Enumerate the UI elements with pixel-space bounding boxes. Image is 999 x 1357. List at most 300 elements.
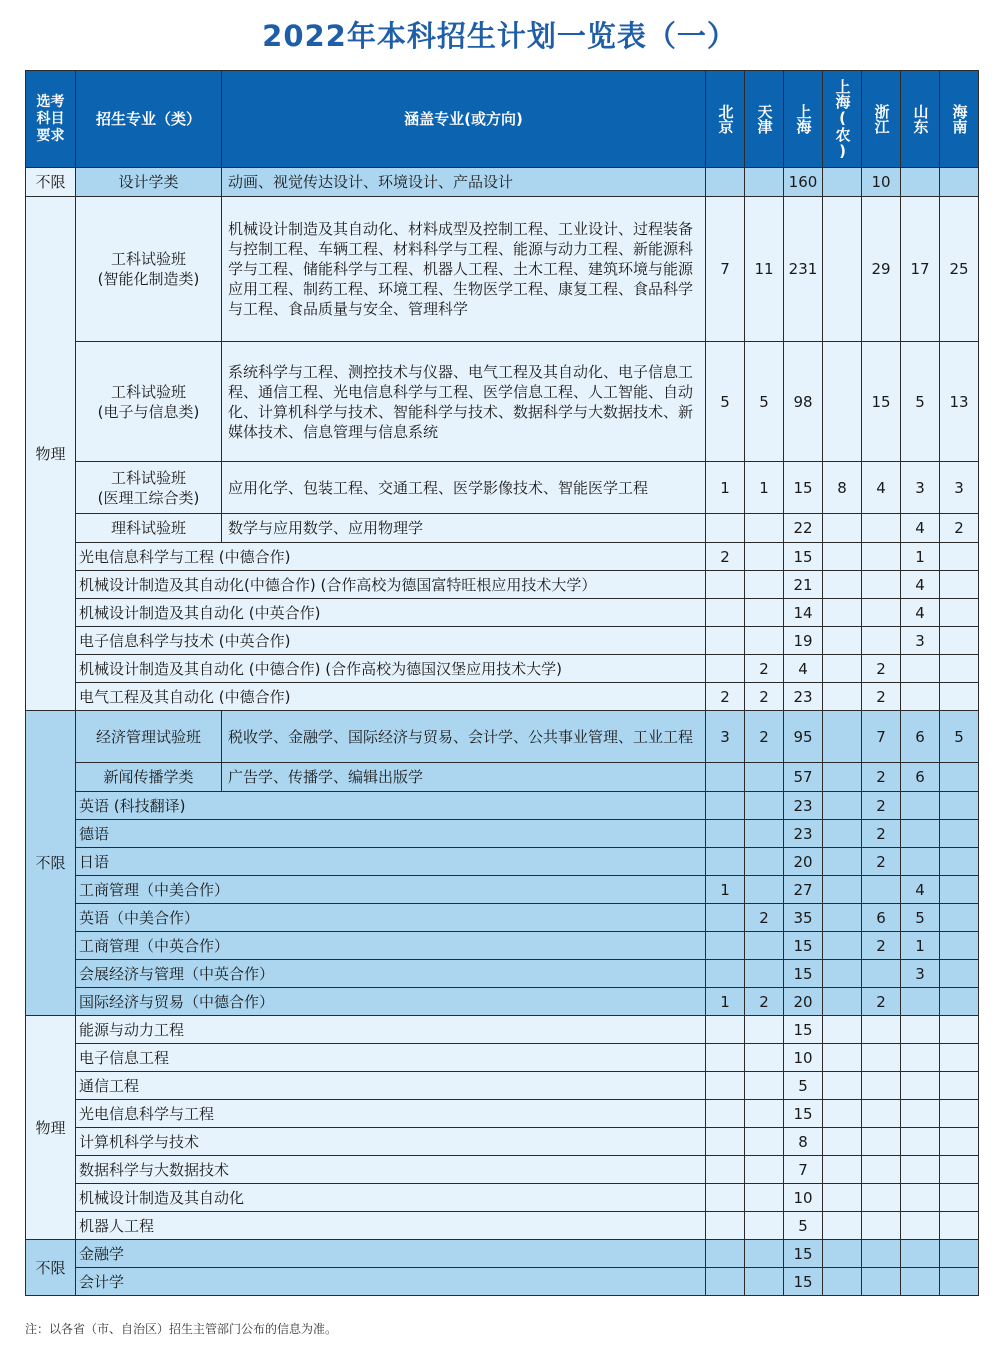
quota-cell-hn (940, 543, 979, 571)
quota-cell-shn (823, 1016, 862, 1044)
major-cell: 光电信息科学与工程 (中德合作) (76, 543, 706, 571)
quota-cell-zj (862, 1212, 901, 1240)
table-row (26, 462, 979, 514)
quota-cell-tj: 11 (745, 197, 784, 342)
quota-cell-tj (745, 571, 784, 599)
quota-cell-hn (940, 1268, 979, 1296)
quota-cell-sd (901, 848, 940, 876)
quota-cell-sh: 14 (784, 599, 823, 627)
quota-cell-sh: 5 (784, 1072, 823, 1100)
major-cell: 日语 (76, 848, 706, 876)
quota-cell-sh: 22 (784, 514, 823, 543)
quota-cell-zj: 2 (862, 655, 901, 683)
quota-cell-hn (940, 848, 979, 876)
table-row (26, 711, 979, 763)
table-row (26, 1240, 979, 1268)
quota-cell-shn (823, 988, 862, 1016)
quota-cell-hn (940, 1128, 979, 1156)
quota-cell-hn (940, 1212, 979, 1240)
quota-cell-sh: 15 (784, 1240, 823, 1268)
quota-cell-bj (706, 627, 745, 655)
quota-cell-zj: 4 (862, 462, 901, 514)
header-shanghai: 上海 (784, 71, 823, 168)
quota-cell-tj (745, 763, 784, 792)
quota-cell-bj (706, 514, 745, 543)
quota-cell-sd (901, 683, 940, 711)
quota-cell-shn (823, 571, 862, 599)
quota-cell-zj: 29 (862, 197, 901, 342)
quota-cell-hn (940, 988, 979, 1016)
quota-cell-sd (901, 1212, 940, 1240)
quota-cell-sh: 7 (784, 1156, 823, 1184)
quota-cell-zj: 2 (862, 848, 901, 876)
quota-cell-bj: 5 (706, 342, 745, 462)
requirement-cell: 物理 (26, 1016, 76, 1240)
quota-cell-shn (823, 168, 862, 197)
table-row (26, 960, 979, 988)
table-row (26, 1184, 979, 1212)
major-cell: 机器人工程 (76, 1212, 706, 1240)
requirement-cell: 物理 (26, 197, 76, 711)
quota-cell-tj: 2 (745, 711, 784, 763)
quota-cell-bj (706, 655, 745, 683)
table-row (26, 514, 979, 543)
table-row (26, 763, 979, 792)
quota-cell-zj (862, 1016, 901, 1044)
quota-cell-sd: 4 (901, 599, 940, 627)
table-row (26, 168, 979, 197)
quota-cell-sh: 21 (784, 571, 823, 599)
major-cell: 电气工程及其自动化 (中德合作) (76, 683, 706, 711)
quota-cell-bj (706, 960, 745, 988)
table-row (26, 683, 979, 711)
table-row (26, 876, 979, 904)
major-cell: 理科试验班 (76, 514, 222, 543)
quota-cell-shn (823, 1268, 862, 1296)
quota-cell-shn (823, 904, 862, 932)
quota-cell-zj: 2 (862, 683, 901, 711)
quota-cell-tj (745, 960, 784, 988)
quota-cell-sh: 57 (784, 763, 823, 792)
major-cell: 机械设计制造及其自动化 (中英合作) (76, 599, 706, 627)
quota-cell-sh: 15 (784, 1100, 823, 1128)
table-row (26, 904, 979, 932)
quota-cell-sd (901, 792, 940, 820)
major-cell: 会计学 (76, 1268, 706, 1296)
quota-cell-tj: 1 (745, 462, 784, 514)
quota-cell-bj (706, 1268, 745, 1296)
quota-cell-zj: 6 (862, 904, 901, 932)
quota-cell-zj (862, 514, 901, 543)
quota-cell-sd: 1 (901, 932, 940, 960)
quota-cell-sd: 5 (901, 904, 940, 932)
quota-cell-shn (823, 792, 862, 820)
quota-cell-sd (901, 1268, 940, 1296)
quota-cell-shn (823, 197, 862, 342)
quota-cell-shn (823, 1100, 862, 1128)
table-row (26, 1016, 979, 1044)
quota-cell-zj (862, 1268, 901, 1296)
quota-cell-zj (862, 1044, 901, 1072)
major-cell: 设计学类 (76, 168, 222, 197)
quota-cell-tj: 2 (745, 988, 784, 1016)
quota-cell-tj (745, 627, 784, 655)
header-tianjin: 天津 (745, 71, 784, 168)
major-cell: 通信工程 (76, 1072, 706, 1100)
quota-cell-bj: 1 (706, 988, 745, 1016)
header-hainan: 海南 (940, 71, 979, 168)
major-cell: 电子信息科学与技术 (中英合作) (76, 627, 706, 655)
quota-cell-bj: 2 (706, 683, 745, 711)
quota-cell-tj (745, 876, 784, 904)
table-row (26, 655, 979, 683)
quota-cell-hn (940, 820, 979, 848)
quota-cell-sd (901, 1100, 940, 1128)
quota-cell-zj: 2 (862, 792, 901, 820)
quota-cell-sh: 19 (784, 627, 823, 655)
quota-cell-shn (823, 1128, 862, 1156)
footnote: 注：以各省（市、自治区）招生主管部门公布的信息为准。 (25, 1322, 338, 1336)
coverage-cell: 动画、视觉传达设计、环境设计、产品设计 (222, 168, 706, 197)
quota-cell-sd (901, 1044, 940, 1072)
quota-cell-sd: 4 (901, 514, 940, 543)
quota-cell-bj (706, 1044, 745, 1072)
quota-cell-hn (940, 1100, 979, 1128)
quota-cell-sd: 4 (901, 876, 940, 904)
quota-cell-sd (901, 1240, 940, 1268)
table-row (26, 1128, 979, 1156)
coverage-cell: 机械设计制造及其自动化、材料成型及控制工程、工业设计、过程装备与控制工程、车辆工程、材料科学与工程、能源与动力工程、新能源科学与工程、储能科学与工程、机器人工程、土木工程、建筑环境与能源应用工程、制药工程、环境工程、生物医学工程、康复工程、食品科学与工程、食品质量与安全、管理科学 (222, 197, 706, 342)
quota-cell-sh: 15 (784, 462, 823, 514)
quota-cell-zj (862, 599, 901, 627)
table-row (26, 1044, 979, 1072)
table-row (26, 848, 979, 876)
coverage-cell: 广告学、传播学、编辑出版学 (222, 763, 706, 792)
quota-cell-sd: 3 (901, 627, 940, 655)
coverage-cell: 数学与应用数学、应用物理学 (222, 514, 706, 543)
quota-cell-tj (745, 820, 784, 848)
quota-cell-hn (940, 1044, 979, 1072)
major-cell: 工科试验班 (智能化制造类) (76, 197, 222, 342)
major-cell: 国际经济与贸易（中德合作） (76, 988, 706, 1016)
quota-cell-tj (745, 1268, 784, 1296)
quota-cell-tj: 2 (745, 904, 784, 932)
quota-cell-tj (745, 1072, 784, 1100)
quota-cell-bj (706, 168, 745, 197)
enrollment-plan-table (25, 70, 979, 1296)
major-cell: 工商管理（中英合作） (76, 932, 706, 960)
quota-cell-sh: 4 (784, 655, 823, 683)
quota-cell-hn: 3 (940, 462, 979, 514)
quota-cell-hn (940, 1016, 979, 1044)
quota-cell-hn (940, 960, 979, 988)
quota-cell-tj (745, 1016, 784, 1044)
quota-cell-zj (862, 543, 901, 571)
quota-cell-shn (823, 932, 862, 960)
table-row (26, 988, 979, 1016)
table-row (26, 599, 979, 627)
quota-cell-shn (823, 711, 862, 763)
table-row (26, 197, 979, 342)
quota-cell-tj (745, 1100, 784, 1128)
quota-cell-zj (862, 876, 901, 904)
quota-cell-bj (706, 763, 745, 792)
header-beijing: 北京 (706, 71, 745, 168)
quota-cell-bj (706, 848, 745, 876)
header-zhejiang: 浙江 (862, 71, 901, 168)
quota-cell-tj (745, 168, 784, 197)
quota-cell-sh: 15 (784, 1016, 823, 1044)
quota-cell-bj (706, 1072, 745, 1100)
page-title: 2022年本科招生计划一览表（一） (262, 19, 737, 53)
major-cell: 光电信息科学与工程 (76, 1100, 706, 1128)
quota-cell-shn (823, 960, 862, 988)
quota-cell-sd: 1 (901, 543, 940, 571)
quota-cell-sh: 95 (784, 711, 823, 763)
quota-cell-shn (823, 627, 862, 655)
requirement-cell: 不限 (26, 168, 76, 197)
table-row (26, 1072, 979, 1100)
quota-cell-hn (940, 932, 979, 960)
quota-cell-sh: 98 (784, 342, 823, 462)
quota-cell-sh: 231 (784, 197, 823, 342)
quota-cell-hn (940, 683, 979, 711)
quota-cell-tj (745, 932, 784, 960)
quota-cell-shn (823, 514, 862, 543)
quota-cell-shn (823, 763, 862, 792)
quota-cell-zj: 2 (862, 820, 901, 848)
quota-cell-sh: 10 (784, 1044, 823, 1072)
quota-cell-sh: 15 (784, 932, 823, 960)
quota-cell-shn (823, 543, 862, 571)
quota-cell-sh: 35 (784, 904, 823, 932)
quota-cell-sh: 20 (784, 988, 823, 1016)
quota-cell-hn (940, 1240, 979, 1268)
quota-cell-bj (706, 1240, 745, 1268)
quota-cell-bj (706, 792, 745, 820)
quota-cell-bj (706, 571, 745, 599)
quota-cell-tj (745, 1044, 784, 1072)
quota-cell-zj (862, 1072, 901, 1100)
requirement-cell: 不限 (26, 711, 76, 1016)
major-cell: 机械设计制造及其自动化 (76, 1184, 706, 1212)
quota-cell-bj (706, 599, 745, 627)
quota-cell-zj: 15 (862, 342, 901, 462)
header-shanghai-agri: 上海(农) (823, 71, 862, 168)
quota-cell-hn (940, 876, 979, 904)
quota-cell-sd: 6 (901, 763, 940, 792)
table-row (26, 820, 979, 848)
quota-cell-shn (823, 1156, 862, 1184)
quota-cell-hn (940, 792, 979, 820)
quota-cell-zj (862, 1128, 901, 1156)
quota-cell-sh: 5 (784, 1212, 823, 1240)
quota-cell-zj (862, 1156, 901, 1184)
table-header-row (26, 71, 979, 168)
quota-cell-zj (862, 1184, 901, 1212)
major-cell: 经济管理试验班 (76, 711, 222, 763)
quota-cell-bj: 3 (706, 711, 745, 763)
quota-cell-shn (823, 1184, 862, 1212)
table-row (26, 543, 979, 571)
quota-cell-tj (745, 848, 784, 876)
quota-cell-hn (940, 1072, 979, 1100)
quota-cell-sh: 15 (784, 1268, 823, 1296)
quota-cell-shn (823, 1240, 862, 1268)
table-row (26, 627, 979, 655)
quota-cell-hn (940, 655, 979, 683)
quota-cell-shn (823, 820, 862, 848)
quota-cell-bj: 7 (706, 197, 745, 342)
major-cell: 德语 (76, 820, 706, 848)
quota-cell-zj: 2 (862, 763, 901, 792)
quota-cell-sd (901, 168, 940, 197)
quota-cell-bj (706, 1156, 745, 1184)
quota-cell-sd (901, 988, 940, 1016)
quota-cell-shn (823, 1072, 862, 1100)
table-row (26, 342, 979, 462)
quota-cell-shn (823, 655, 862, 683)
requirement-cell: 不限 (26, 1240, 76, 1296)
quota-cell-sd: 3 (901, 960, 940, 988)
header-shandong: 山东 (901, 71, 940, 168)
major-cell: 新闻传播学类 (76, 763, 222, 792)
coverage-cell: 应用化学、包装工程、交通工程、医学影像技术、智能医学工程 (222, 462, 706, 514)
quota-cell-hn (940, 1184, 979, 1212)
coverage-cell: 系统科学与工程、测控技术与仪器、电气工程及其自动化、电子信息工程、通信工程、光电信息科学与工程、医学信息工程、人工智能、自动化、计算机科学与技术、智能科学与技术、数据科学与大数据技术、新媒体技术、信息管理与信息系统 (222, 342, 706, 462)
quota-cell-bj (706, 904, 745, 932)
quota-cell-sh: 15 (784, 960, 823, 988)
quota-cell-sd: 17 (901, 197, 940, 342)
quota-cell-bj: 1 (706, 876, 745, 904)
quota-cell-tj: 5 (745, 342, 784, 462)
quota-cell-tj (745, 1240, 784, 1268)
quota-cell-zj (862, 627, 901, 655)
quota-cell-sd (901, 1016, 940, 1044)
quota-cell-shn: 8 (823, 462, 862, 514)
quota-cell-zj (862, 571, 901, 599)
quota-cell-zj: 2 (862, 932, 901, 960)
quota-cell-tj (745, 1156, 784, 1184)
table-row (26, 792, 979, 820)
table-row (26, 1156, 979, 1184)
quota-cell-shn (823, 342, 862, 462)
table-row (26, 932, 979, 960)
quota-cell-hn (940, 571, 979, 599)
quota-cell-bj (706, 1100, 745, 1128)
quota-cell-zj (862, 1240, 901, 1268)
quota-cell-tj: 2 (745, 655, 784, 683)
major-cell: 工科试验班 (医理工综合类) (76, 462, 222, 514)
header-requirement: 选考科目要求 (26, 71, 76, 168)
major-cell: 数据科学与大数据技术 (76, 1156, 706, 1184)
quota-cell-tj (745, 514, 784, 543)
quota-cell-tj (745, 1128, 784, 1156)
table-row (26, 1100, 979, 1128)
quota-cell-tj: 2 (745, 683, 784, 711)
quota-cell-hn (940, 168, 979, 197)
quota-cell-zj: 7 (862, 711, 901, 763)
quota-cell-sd (901, 1128, 940, 1156)
quota-cell-shn (823, 1212, 862, 1240)
quota-cell-hn (940, 1156, 979, 1184)
quota-cell-sd (901, 1156, 940, 1184)
quota-cell-tj (745, 543, 784, 571)
major-cell: 英语 (科技翻译) (76, 792, 706, 820)
major-cell: 计算机科学与技术 (76, 1128, 706, 1156)
quota-cell-zj (862, 1100, 901, 1128)
quota-cell-sh: 20 (784, 848, 823, 876)
quota-cell-bj: 1 (706, 462, 745, 514)
quota-cell-sh: 23 (784, 792, 823, 820)
quota-cell-bj (706, 932, 745, 960)
quota-cell-sh: 8 (784, 1128, 823, 1156)
quota-cell-zj (862, 960, 901, 988)
quota-cell-hn: 25 (940, 197, 979, 342)
major-cell: 工科试验班 (电子与信息类) (76, 342, 222, 462)
major-cell: 机械设计制造及其自动化 (中德合作) (合作高校为德国汉堡应用技术大学) (76, 655, 706, 683)
quota-cell-sh: 27 (784, 876, 823, 904)
header-major: 招生专业（类） (76, 71, 222, 168)
quota-cell-bj: 2 (706, 543, 745, 571)
quota-cell-hn (940, 599, 979, 627)
quota-cell-sd (901, 655, 940, 683)
quota-cell-sd (901, 1072, 940, 1100)
quota-cell-zj: 10 (862, 168, 901, 197)
quota-cell-zj: 2 (862, 988, 901, 1016)
header-coverage: 涵盖专业(或方向) (222, 71, 706, 168)
major-cell: 工商管理（中美合作） (76, 876, 706, 904)
quota-cell-shn (823, 1044, 862, 1072)
quota-cell-bj (706, 820, 745, 848)
quota-cell-hn (940, 627, 979, 655)
quota-cell-bj (706, 1184, 745, 1212)
coverage-cell: 税收学、金融学、国际经济与贸易、会计学、公共事业管理、工业工程 (222, 711, 706, 763)
quota-cell-shn (823, 599, 862, 627)
quota-cell-sh: 15 (784, 543, 823, 571)
quota-cell-tj (745, 1184, 784, 1212)
table-row (26, 1268, 979, 1296)
major-cell: 英语（中美合作） (76, 904, 706, 932)
major-cell: 会展经济与管理（中英合作） (76, 960, 706, 988)
quota-cell-shn (823, 876, 862, 904)
quota-cell-hn: 13 (940, 342, 979, 462)
quota-cell-sd: 5 (901, 342, 940, 462)
quota-cell-hn: 5 (940, 711, 979, 763)
quota-cell-sh: 23 (784, 683, 823, 711)
quota-cell-sd (901, 820, 940, 848)
quota-cell-bj (706, 1212, 745, 1240)
quota-cell-hn (940, 763, 979, 792)
quota-cell-sd: 6 (901, 711, 940, 763)
quota-cell-sd (901, 1184, 940, 1212)
major-cell: 能源与动力工程 (76, 1016, 706, 1044)
major-cell: 金融学 (76, 1240, 706, 1268)
quota-cell-bj (706, 1128, 745, 1156)
table-row (26, 571, 979, 599)
quota-cell-bj (706, 1016, 745, 1044)
quota-cell-shn (823, 848, 862, 876)
major-cell: 机械设计制造及其自动化(中德合作) (合作高校为德国富特旺根应用技术大学） (76, 571, 706, 599)
quota-cell-sh: 160 (784, 168, 823, 197)
quota-cell-sd: 3 (901, 462, 940, 514)
quota-cell-tj (745, 792, 784, 820)
quota-cell-sh: 23 (784, 820, 823, 848)
quota-cell-hn: 2 (940, 514, 979, 543)
quota-cell-shn (823, 683, 862, 711)
major-cell: 电子信息工程 (76, 1044, 706, 1072)
table-row (26, 1212, 979, 1240)
